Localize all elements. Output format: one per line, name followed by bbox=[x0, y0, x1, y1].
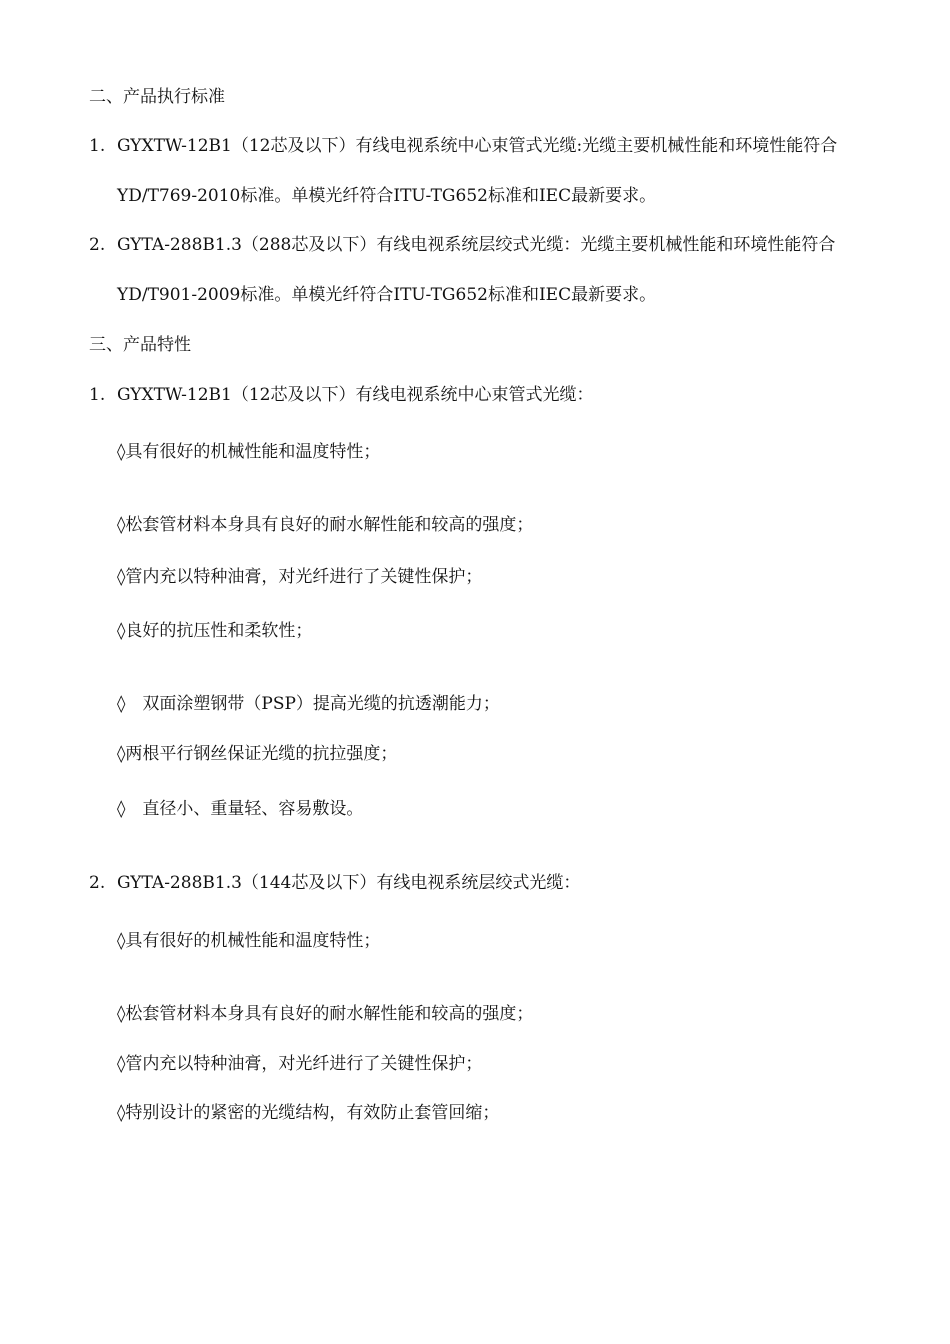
list-number: 1. bbox=[89, 385, 106, 405]
standards-item-2-continuation: YD/T901-2009标准。单模光纤符合ITU-TG652标准和IEC最新要求。 bbox=[117, 285, 657, 305]
list-number: 2. bbox=[89, 873, 106, 893]
feature-bullet: ◊具有很好的机械性能和温度特性； bbox=[117, 931, 381, 951]
list-number: 1. bbox=[89, 136, 106, 156]
features-item-2-title bbox=[89, 872, 580, 894]
standards-item-1-continuation: YD/T769-2010标准。单模光纤符合ITU-TG652标准和IEC最新要求。 bbox=[117, 186, 657, 206]
feature-bullet: ◊特别设计的紧密的光缆结构，有效防止套管回缩； bbox=[117, 1103, 500, 1123]
section-heading-features: 三、产品特性 bbox=[89, 335, 191, 355]
feature-bullet: ◊管内充以特种油膏，对光纤进行了关键性保护； bbox=[117, 567, 483, 587]
features-item-1-title-text: GYXTW-12B1（12芯及以下）有线电视系统中心束管式光缆： bbox=[117, 385, 594, 405]
standards-item-1-text: GYXTW-12B1（12芯及以下）有线电视系统中心束管式光缆:光缆主要机械性能和环境性能符合 bbox=[117, 136, 838, 156]
feature-bullet: ◊良好的抗压性和柔软性； bbox=[117, 621, 313, 641]
standards-item-2 bbox=[89, 234, 835, 256]
standards-item-2-text: GYTA-288B1.3（288芯及以下）有线电视系统层绞式光缆：光缆主要机械性能和环境性能符合 bbox=[117, 235, 836, 255]
feature-bullet: ◊ 双面涂塑钢带（PSP）提高光缆的抗透潮能力； bbox=[117, 694, 500, 714]
standards-item-1 bbox=[89, 135, 837, 157]
features-item-2-title-text: GYTA-288B1.3（144芯及以下）有线电视系统层绞式光缆： bbox=[117, 873, 581, 893]
feature-bullet: ◊ 直径小、重量轻、容易敷设。 bbox=[117, 799, 364, 819]
feature-bullet: ◊管内充以特种油膏，对光纤进行了关键性保护； bbox=[117, 1054, 483, 1074]
feature-bullet: ◊两根平行钢丝保证光缆的抗拉强度； bbox=[117, 744, 398, 764]
feature-bullet: ◊具有很好的机械性能和温度特性； bbox=[117, 442, 381, 462]
features-item-1-title bbox=[89, 384, 594, 406]
list-number: 2. bbox=[89, 235, 106, 255]
feature-bullet: ◊松套管材料本身具有良好的耐水解性能和较高的强度； bbox=[117, 515, 534, 535]
section-heading-standards: 二、产品执行标准 bbox=[89, 87, 225, 107]
feature-bullet: ◊松套管材料本身具有良好的耐水解性能和较高的强度； bbox=[117, 1004, 534, 1024]
